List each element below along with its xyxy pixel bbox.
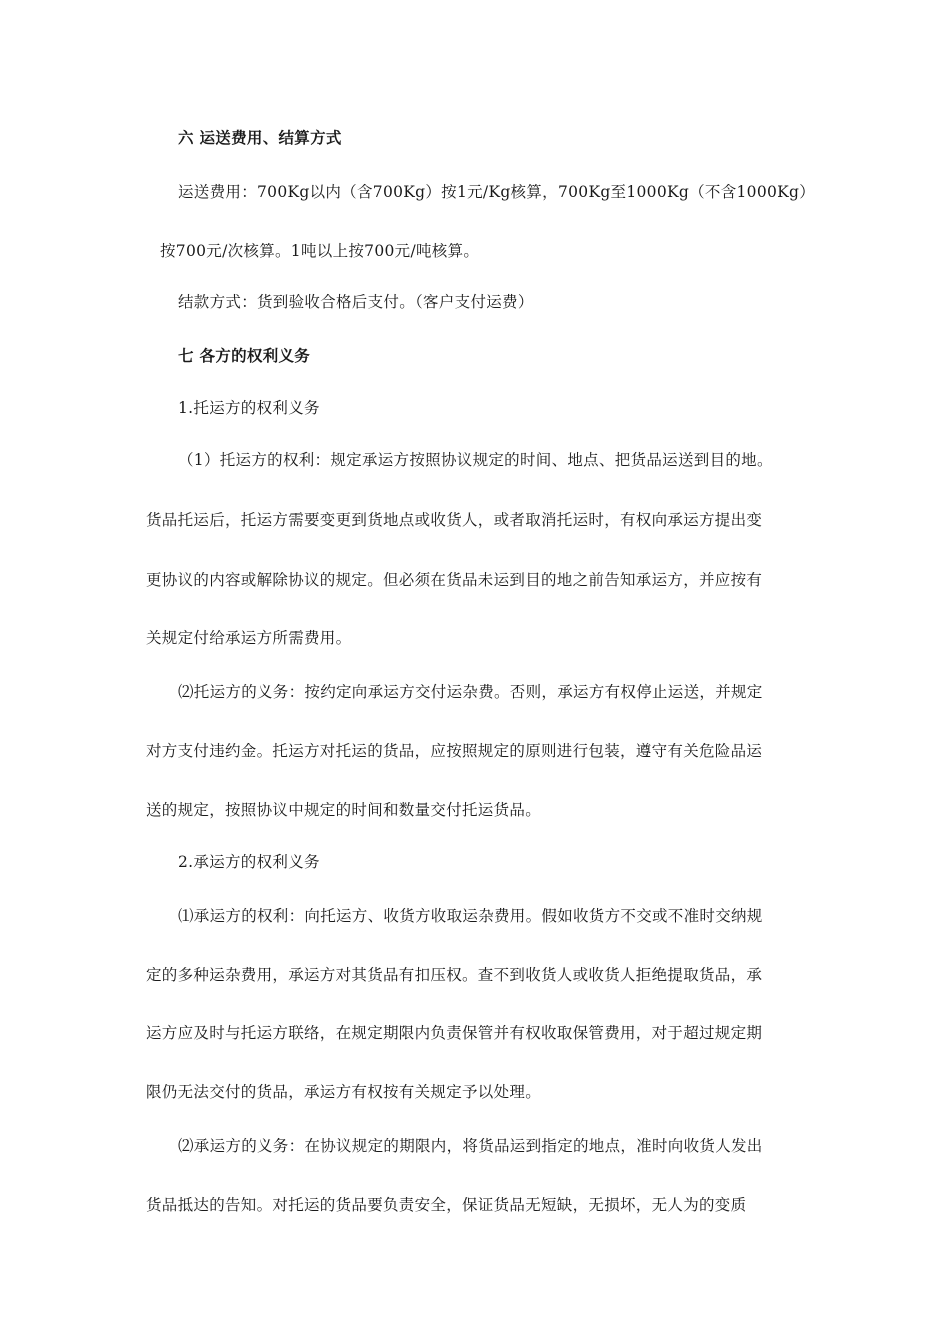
carrier-rights-line-1: ⑴承运方的权利：向托运方、收货方收取运杂费用。假如收货方不交或不准时交纳规 — [178, 907, 763, 925]
shipper-rights-line-4: 关规定付给承运方所需费用。 — [146, 629, 352, 647]
section-6-heading: 六 运送费用、结算方式 — [178, 129, 342, 147]
shipper-duties-line-1: ⑵托运方的义务：按约定向承运方交付运杂费。否则，承运方有权停止运送，并规定 — [178, 683, 763, 701]
carrier-duties-line-1: ⑵承运方的义务：在协议规定的期限内，将货品运到指定的地点，准时向收货人发出 — [178, 1137, 763, 1155]
fee-text-line-1: 运送费用：700Kg以内（含700Kg）按1元/Kg核算，700Kg至1000Kg（不含1000Kg） — [178, 183, 816, 201]
shipper-duties-line-3: 送的规定，按照协议中规定的时间和数量交付托运货品。 — [146, 801, 542, 819]
carrier-duties-line-2: 货品抵达的告知。对托运的货品要负责安全，保证货品无短缺，无损坏，无人为的变质 — [146, 1196, 747, 1214]
subsection-1-title: 1.托运方的权利义务 — [178, 399, 320, 417]
section-7-heading: 七 各方的权利义务 — [178, 347, 311, 365]
carrier-rights-line-3: 运方应及时与托运方联络，在规定期限内负责保管并有权收取保管费用，对于超过规定期 — [146, 1024, 763, 1042]
shipper-rights-line-2: 货品托运后，托运方需要变更到货地点或收货人，或者取消托运时，有权向承运方提出变 — [146, 511, 763, 529]
payment-method-text: 结款方式：货到验收合格后支付。（客户支付运费） — [178, 293, 534, 311]
shipper-duties-line-2: 对方支付违约金。托运方对托运的货品，应按照规定的原则进行包装，遵守有关危险品运 — [146, 742, 763, 760]
carrier-rights-line-2: 定的多种运杂费用，承运方对其货品有扣压权。查不到收货人或收货人拒绝提取货品，承 — [146, 966, 763, 984]
shipper-rights-line-1: （1）托运方的权利：规定承运方按照协议规定的时间、地点、把货品运送到目的地。 — [178, 451, 773, 469]
shipper-rights-line-3: 更协议的内容或解除协议的规定。但必须在货品未运到目的地之前告知承运方，并应按有 — [146, 571, 763, 589]
fee-text-line-2: 按700元/次核算。1吨以上按700元/吨核算。 — [160, 242, 480, 260]
subsection-2-title: 2.承运方的权利义务 — [178, 853, 320, 871]
carrier-rights-line-4: 限仍无法交付的货品，承运方有权按有关规定予以处理。 — [146, 1083, 542, 1101]
